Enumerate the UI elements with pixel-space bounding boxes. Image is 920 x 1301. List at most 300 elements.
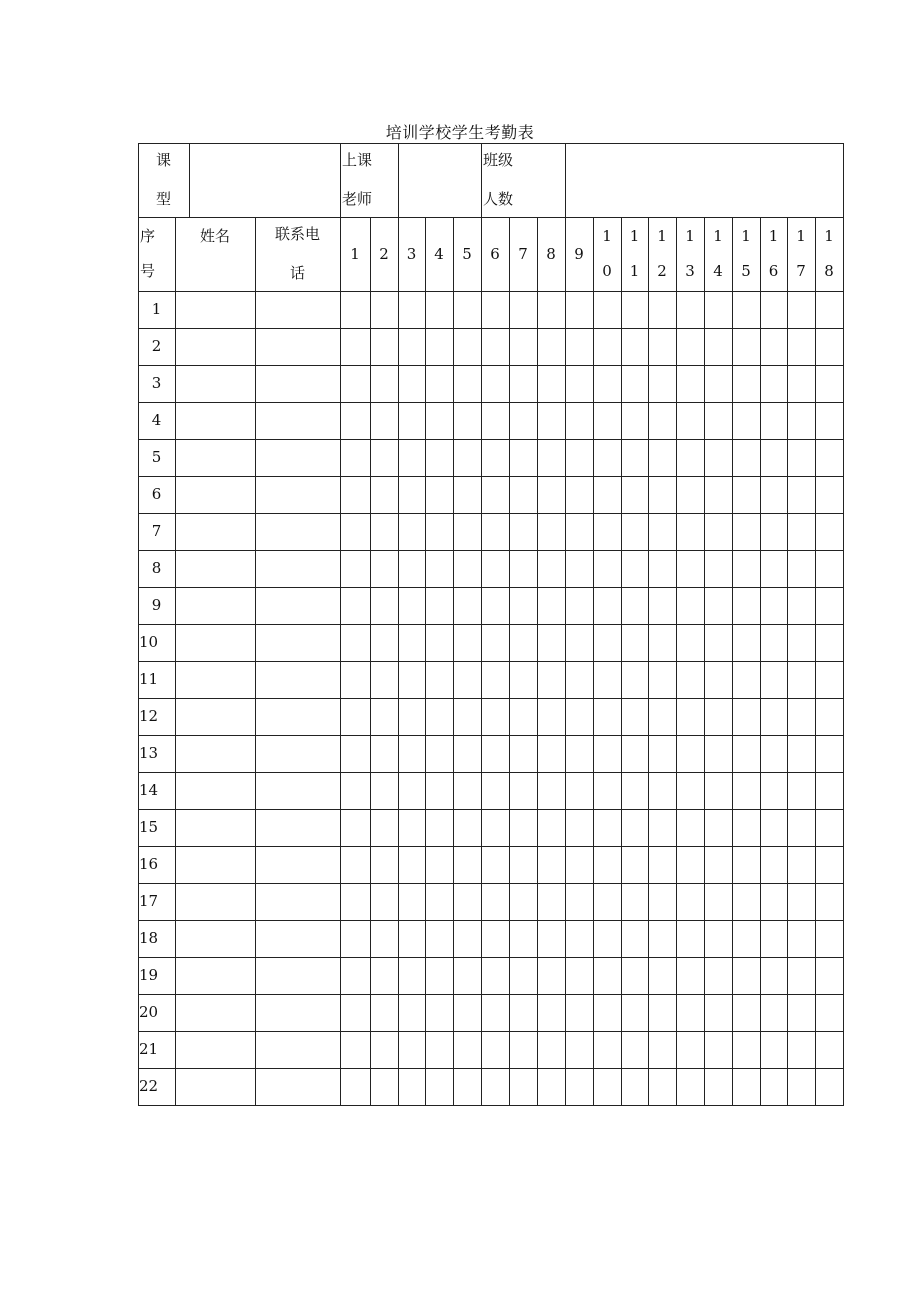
attendance-cell[interactable] — [733, 736, 760, 772]
attendance-cell[interactable] — [622, 366, 648, 402]
attendance-cell[interactable] — [733, 551, 760, 587]
attendance-cell[interactable] — [399, 995, 425, 1031]
attendance-cell[interactable] — [371, 440, 398, 476]
attendance-cell[interactable] — [538, 329, 565, 365]
attendance-cell[interactable] — [677, 477, 704, 513]
attendance-cell[interactable] — [482, 736, 509, 772]
attendance-cell[interactable] — [426, 995, 453, 1031]
attendance-cell[interactable] — [566, 662, 593, 698]
attendance-cell[interactable] — [622, 440, 648, 476]
attendance-cell[interactable] — [761, 699, 787, 735]
attendance-cell[interactable] — [649, 1069, 676, 1105]
name-cell[interactable] — [176, 440, 255, 476]
attendance-cell[interactable] — [788, 292, 815, 328]
phone-cell[interactable] — [256, 292, 340, 328]
attendance-cell[interactable] — [761, 662, 787, 698]
attendance-cell[interactable] — [566, 329, 593, 365]
attendance-cell[interactable] — [482, 699, 509, 735]
attendance-cell[interactable] — [677, 1032, 704, 1068]
attendance-cell[interactable] — [649, 958, 676, 994]
phone-cell[interactable] — [256, 440, 340, 476]
attendance-cell[interactable] — [538, 810, 565, 846]
attendance-cell[interactable] — [677, 773, 704, 809]
attendance-cell[interactable] — [399, 1032, 425, 1068]
attendance-cell[interactable] — [622, 403, 648, 439]
attendance-cell[interactable] — [341, 847, 370, 883]
attendance-cell[interactable] — [399, 403, 425, 439]
attendance-cell[interactable] — [371, 366, 398, 402]
attendance-cell[interactable] — [733, 1032, 760, 1068]
attendance-cell[interactable] — [566, 810, 593, 846]
attendance-cell[interactable] — [622, 329, 648, 365]
attendance-cell[interactable] — [649, 810, 676, 846]
attendance-cell[interactable] — [426, 551, 453, 587]
attendance-cell[interactable] — [426, 366, 453, 402]
phone-cell[interactable] — [256, 773, 340, 809]
attendance-cell[interactable] — [705, 662, 732, 698]
phone-cell[interactable] — [256, 588, 340, 624]
attendance-cell[interactable] — [761, 514, 787, 550]
attendance-cell[interactable] — [341, 514, 370, 550]
attendance-cell[interactable] — [538, 995, 565, 1031]
attendance-cell[interactable] — [705, 921, 732, 957]
attendance-cell[interactable] — [399, 921, 425, 957]
attendance-cell[interactable] — [426, 736, 453, 772]
attendance-cell[interactable] — [399, 366, 425, 402]
attendance-cell[interactable] — [482, 662, 509, 698]
attendance-cell[interactable] — [482, 810, 509, 846]
attendance-cell[interactable] — [622, 588, 648, 624]
attendance-cell[interactable] — [399, 884, 425, 920]
attendance-cell[interactable] — [341, 403, 370, 439]
attendance-cell[interactable] — [538, 773, 565, 809]
attendance-cell[interactable] — [482, 514, 509, 550]
attendance-cell[interactable] — [594, 440, 621, 476]
attendance-cell[interactable] — [454, 329, 481, 365]
attendance-cell[interactable] — [454, 477, 481, 513]
attendance-cell[interactable] — [649, 514, 676, 550]
attendance-cell[interactable] — [677, 958, 704, 994]
attendance-cell[interactable] — [399, 736, 425, 772]
attendance-cell[interactable] — [482, 773, 509, 809]
attendance-cell[interactable] — [399, 699, 425, 735]
attendance-cell[interactable] — [371, 1032, 398, 1068]
attendance-cell[interactable] — [705, 514, 732, 550]
name-cell[interactable] — [176, 884, 255, 920]
attendance-cell[interactable] — [733, 847, 760, 883]
attendance-cell[interactable] — [454, 810, 481, 846]
attendance-cell[interactable] — [341, 995, 370, 1031]
attendance-cell[interactable] — [816, 773, 843, 809]
attendance-cell[interactable] — [426, 329, 453, 365]
attendance-cell[interactable] — [341, 329, 370, 365]
attendance-cell[interactable] — [649, 736, 676, 772]
attendance-cell[interactable] — [454, 847, 481, 883]
attendance-cell[interactable] — [341, 921, 370, 957]
attendance-cell[interactable] — [482, 292, 509, 328]
attendance-cell[interactable] — [399, 810, 425, 846]
attendance-cell[interactable] — [566, 292, 593, 328]
name-cell[interactable] — [176, 588, 255, 624]
attendance-cell[interactable] — [399, 477, 425, 513]
attendance-cell[interactable] — [594, 292, 621, 328]
attendance-cell[interactable] — [761, 736, 787, 772]
attendance-cell[interactable] — [510, 699, 537, 735]
attendance-cell[interactable] — [566, 1032, 593, 1068]
attendance-cell[interactable] — [399, 625, 425, 661]
attendance-cell[interactable] — [594, 551, 621, 587]
attendance-cell[interactable] — [733, 921, 760, 957]
attendance-cell[interactable] — [510, 1069, 537, 1105]
attendance-cell[interactable] — [538, 958, 565, 994]
attendance-cell[interactable] — [371, 403, 398, 439]
attendance-cell[interactable] — [566, 958, 593, 994]
attendance-cell[interactable] — [341, 958, 370, 994]
attendance-cell[interactable] — [538, 884, 565, 920]
attendance-cell[interactable] — [399, 958, 425, 994]
attendance-cell[interactable] — [510, 1032, 537, 1068]
attendance-cell[interactable] — [341, 588, 370, 624]
attendance-cell[interactable] — [341, 810, 370, 846]
attendance-cell[interactable] — [816, 699, 843, 735]
attendance-cell[interactable] — [816, 588, 843, 624]
attendance-cell[interactable] — [761, 1069, 787, 1105]
attendance-cell[interactable] — [566, 699, 593, 735]
attendance-cell[interactable] — [566, 551, 593, 587]
attendance-cell[interactable] — [566, 588, 593, 624]
attendance-cell[interactable] — [677, 514, 704, 550]
attendance-cell[interactable] — [426, 1069, 453, 1105]
attendance-cell[interactable] — [705, 810, 732, 846]
attendance-cell[interactable] — [788, 1032, 815, 1068]
name-cell[interactable] — [176, 403, 255, 439]
name-cell[interactable] — [176, 477, 255, 513]
attendance-cell[interactable] — [594, 588, 621, 624]
attendance-cell[interactable] — [622, 699, 648, 735]
attendance-cell[interactable] — [705, 551, 732, 587]
attendance-cell[interactable] — [788, 403, 815, 439]
attendance-cell[interactable] — [622, 847, 648, 883]
name-cell[interactable] — [176, 958, 255, 994]
attendance-cell[interactable] — [341, 773, 370, 809]
attendance-cell[interactable] — [566, 477, 593, 513]
attendance-cell[interactable] — [733, 625, 760, 661]
attendance-cell[interactable] — [594, 958, 621, 994]
attendance-cell[interactable] — [788, 440, 815, 476]
attendance-cell[interactable] — [788, 477, 815, 513]
attendance-cell[interactable] — [705, 1032, 732, 1068]
attendance-cell[interactable] — [677, 736, 704, 772]
attendance-cell[interactable] — [454, 1032, 481, 1068]
attendance-cell[interactable] — [594, 773, 621, 809]
attendance-cell[interactable] — [816, 366, 843, 402]
attendance-cell[interactable] — [510, 477, 537, 513]
attendance-cell[interactable] — [788, 662, 815, 698]
attendance-cell[interactable] — [566, 736, 593, 772]
attendance-cell[interactable] — [733, 366, 760, 402]
attendance-cell[interactable] — [705, 477, 732, 513]
attendance-cell[interactable] — [371, 810, 398, 846]
name-cell[interactable] — [176, 514, 255, 550]
attendance-cell[interactable] — [399, 847, 425, 883]
attendance-cell[interactable] — [733, 477, 760, 513]
attendance-cell[interactable] — [454, 662, 481, 698]
attendance-cell[interactable] — [816, 514, 843, 550]
name-cell[interactable] — [176, 551, 255, 587]
attendance-cell[interactable] — [649, 366, 676, 402]
attendance-cell[interactable] — [482, 366, 509, 402]
attendance-cell[interactable] — [341, 477, 370, 513]
attendance-cell[interactable] — [510, 440, 537, 476]
attendance-cell[interactable] — [426, 810, 453, 846]
attendance-cell[interactable] — [371, 514, 398, 550]
attendance-cell[interactable] — [454, 699, 481, 735]
attendance-cell[interactable] — [761, 366, 787, 402]
attendance-cell[interactable] — [482, 1032, 509, 1068]
attendance-cell[interactable] — [426, 477, 453, 513]
attendance-cell[interactable] — [482, 477, 509, 513]
attendance-cell[interactable] — [454, 921, 481, 957]
attendance-cell[interactable] — [510, 366, 537, 402]
attendance-cell[interactable] — [426, 884, 453, 920]
attendance-cell[interactable] — [622, 736, 648, 772]
attendance-cell[interactable] — [816, 1032, 843, 1068]
attendance-cell[interactable] — [454, 514, 481, 550]
attendance-cell[interactable] — [482, 1069, 509, 1105]
attendance-cell[interactable] — [649, 773, 676, 809]
attendance-cell[interactable] — [788, 1069, 815, 1105]
attendance-cell[interactable] — [677, 1069, 704, 1105]
attendance-cell[interactable] — [538, 477, 565, 513]
attendance-cell[interactable] — [371, 699, 398, 735]
attendance-cell[interactable] — [341, 366, 370, 402]
attendance-cell[interactable] — [371, 995, 398, 1031]
attendance-cell[interactable] — [538, 403, 565, 439]
attendance-cell[interactable] — [538, 588, 565, 624]
attendance-cell[interactable] — [482, 625, 509, 661]
attendance-cell[interactable] — [454, 551, 481, 587]
phone-cell[interactable] — [256, 662, 340, 698]
attendance-cell[interactable] — [341, 662, 370, 698]
attendance-cell[interactable] — [538, 699, 565, 735]
attendance-cell[interactable] — [510, 329, 537, 365]
attendance-cell[interactable] — [594, 699, 621, 735]
name-cell[interactable] — [176, 699, 255, 735]
attendance-cell[interactable] — [733, 292, 760, 328]
attendance-cell[interactable] — [649, 403, 676, 439]
attendance-cell[interactable] — [622, 773, 648, 809]
attendance-cell[interactable] — [816, 329, 843, 365]
attendance-cell[interactable] — [677, 884, 704, 920]
phone-cell[interactable] — [256, 847, 340, 883]
attendance-cell[interactable] — [399, 292, 425, 328]
phone-cell[interactable] — [256, 403, 340, 439]
attendance-cell[interactable] — [566, 847, 593, 883]
attendance-cell[interactable] — [566, 440, 593, 476]
attendance-cell[interactable] — [371, 921, 398, 957]
attendance-cell[interactable] — [371, 884, 398, 920]
attendance-cell[interactable] — [705, 773, 732, 809]
attendance-cell[interactable] — [622, 995, 648, 1031]
name-cell[interactable] — [176, 847, 255, 883]
attendance-cell[interactable] — [566, 773, 593, 809]
phone-cell[interactable] — [256, 477, 340, 513]
attendance-cell[interactable] — [622, 921, 648, 957]
attendance-cell[interactable] — [594, 477, 621, 513]
attendance-cell[interactable] — [594, 847, 621, 883]
attendance-cell[interactable] — [454, 292, 481, 328]
phone-cell[interactable] — [256, 366, 340, 402]
attendance-cell[interactable] — [816, 884, 843, 920]
attendance-cell[interactable] — [733, 995, 760, 1031]
attendance-cell[interactable] — [622, 551, 648, 587]
attendance-cell[interactable] — [399, 551, 425, 587]
attendance-cell[interactable] — [538, 292, 565, 328]
name-cell[interactable] — [176, 773, 255, 809]
attendance-cell[interactable] — [371, 1069, 398, 1105]
attendance-cell[interactable] — [649, 329, 676, 365]
attendance-cell[interactable] — [482, 440, 509, 476]
attendance-cell[interactable] — [371, 588, 398, 624]
attendance-cell[interactable] — [649, 477, 676, 513]
attendance-cell[interactable] — [371, 958, 398, 994]
attendance-cell[interactable] — [677, 440, 704, 476]
attendance-cell[interactable] — [649, 699, 676, 735]
attendance-cell[interactable] — [426, 625, 453, 661]
attendance-cell[interactable] — [594, 403, 621, 439]
attendance-cell[interactable] — [761, 588, 787, 624]
attendance-cell[interactable] — [510, 625, 537, 661]
attendance-cell[interactable] — [761, 625, 787, 661]
attendance-cell[interactable] — [510, 847, 537, 883]
attendance-cell[interactable] — [538, 1032, 565, 1068]
attendance-cell[interactable] — [677, 403, 704, 439]
attendance-cell[interactable] — [649, 847, 676, 883]
attendance-cell[interactable] — [761, 292, 787, 328]
attendance-cell[interactable] — [677, 921, 704, 957]
attendance-cell[interactable] — [454, 588, 481, 624]
attendance-cell[interactable] — [510, 662, 537, 698]
attendance-cell[interactable] — [454, 625, 481, 661]
attendance-cell[interactable] — [733, 403, 760, 439]
attendance-cell[interactable] — [538, 551, 565, 587]
attendance-cell[interactable] — [454, 440, 481, 476]
attendance-cell[interactable] — [371, 551, 398, 587]
attendance-cell[interactable] — [649, 1032, 676, 1068]
attendance-cell[interactable] — [426, 292, 453, 328]
attendance-cell[interactable] — [594, 884, 621, 920]
attendance-cell[interactable] — [761, 1032, 787, 1068]
attendance-cell[interactable] — [788, 847, 815, 883]
attendance-cell[interactable] — [733, 514, 760, 550]
attendance-cell[interactable] — [705, 699, 732, 735]
attendance-cell[interactable] — [594, 1032, 621, 1068]
attendance-cell[interactable] — [510, 810, 537, 846]
attendance-cell[interactable] — [816, 403, 843, 439]
attendance-cell[interactable] — [454, 366, 481, 402]
attendance-cell[interactable] — [399, 773, 425, 809]
class-size-field[interactable] — [566, 143, 843, 217]
attendance-cell[interactable] — [566, 1069, 593, 1105]
attendance-cell[interactable] — [510, 551, 537, 587]
name-cell[interactable] — [176, 921, 255, 957]
attendance-cell[interactable] — [649, 884, 676, 920]
name-cell[interactable] — [176, 329, 255, 365]
attendance-cell[interactable] — [426, 847, 453, 883]
attendance-cell[interactable] — [649, 995, 676, 1031]
attendance-cell[interactable] — [341, 736, 370, 772]
attendance-cell[interactable] — [705, 1069, 732, 1105]
attendance-cell[interactable] — [705, 847, 732, 883]
attendance-cell[interactable] — [622, 958, 648, 994]
attendance-cell[interactable] — [566, 366, 593, 402]
attendance-cell[interactable] — [733, 329, 760, 365]
attendance-cell[interactable] — [341, 625, 370, 661]
attendance-cell[interactable] — [510, 995, 537, 1031]
attendance-cell[interactable] — [816, 1069, 843, 1105]
attendance-cell[interactable] — [426, 440, 453, 476]
phone-cell[interactable] — [256, 514, 340, 550]
attendance-cell[interactable] — [733, 662, 760, 698]
attendance-cell[interactable] — [341, 292, 370, 328]
attendance-cell[interactable] — [510, 773, 537, 809]
attendance-cell[interactable] — [566, 625, 593, 661]
name-cell[interactable] — [176, 292, 255, 328]
attendance-cell[interactable] — [426, 514, 453, 550]
attendance-cell[interactable] — [622, 1069, 648, 1105]
attendance-cell[interactable] — [510, 403, 537, 439]
attendance-cell[interactable] — [622, 477, 648, 513]
attendance-cell[interactable] — [622, 810, 648, 846]
attendance-cell[interactable] — [677, 625, 704, 661]
attendance-cell[interactable] — [788, 329, 815, 365]
attendance-cell[interactable] — [594, 736, 621, 772]
attendance-cell[interactable] — [371, 625, 398, 661]
attendance-cell[interactable] — [482, 588, 509, 624]
attendance-cell[interactable] — [454, 958, 481, 994]
attendance-cell[interactable] — [649, 662, 676, 698]
attendance-cell[interactable] — [788, 884, 815, 920]
attendance-cell[interactable] — [538, 625, 565, 661]
attendance-cell[interactable] — [454, 403, 481, 439]
attendance-cell[interactable] — [761, 477, 787, 513]
attendance-cell[interactable] — [538, 847, 565, 883]
attendance-cell[interactable] — [649, 440, 676, 476]
attendance-cell[interactable] — [705, 440, 732, 476]
attendance-cell[interactable] — [733, 440, 760, 476]
phone-cell[interactable] — [256, 884, 340, 920]
attendance-cell[interactable] — [594, 1069, 621, 1105]
attendance-cell[interactable] — [341, 551, 370, 587]
attendance-cell[interactable] — [761, 884, 787, 920]
attendance-cell[interactable] — [761, 551, 787, 587]
attendance-cell[interactable] — [426, 403, 453, 439]
attendance-cell[interactable] — [510, 514, 537, 550]
attendance-cell[interactable] — [705, 958, 732, 994]
attendance-cell[interactable] — [482, 847, 509, 883]
attendance-cell[interactable] — [482, 958, 509, 994]
attendance-cell[interactable] — [733, 773, 760, 809]
attendance-cell[interactable] — [677, 366, 704, 402]
attendance-cell[interactable] — [622, 514, 648, 550]
attendance-cell[interactable] — [538, 1069, 565, 1105]
name-cell[interactable] — [176, 625, 255, 661]
attendance-cell[interactable] — [566, 403, 593, 439]
attendance-cell[interactable] — [788, 810, 815, 846]
attendance-cell[interactable] — [816, 921, 843, 957]
attendance-cell[interactable] — [454, 884, 481, 920]
phone-cell[interactable] — [256, 551, 340, 587]
